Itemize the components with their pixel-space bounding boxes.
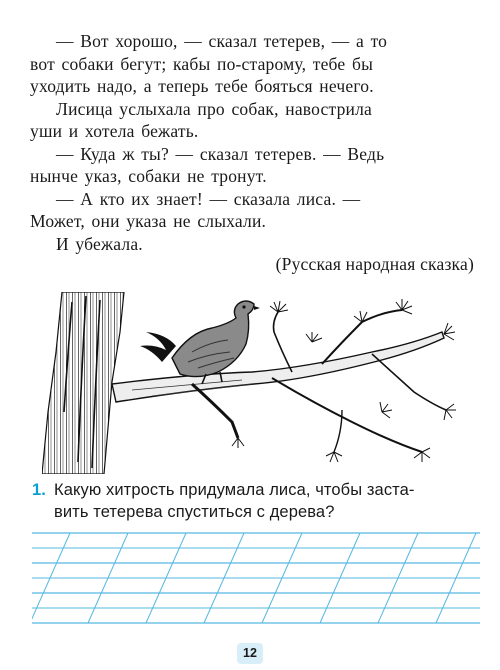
story-line: Может, они указа не слыхали. (30, 211, 267, 231)
copybook-writing-lines[interactable] (32, 527, 480, 635)
story-line: — Вот хорошо, — сказал тетерев, — а то (56, 31, 388, 51)
black-grouse-on-branch-illustration (42, 292, 462, 474)
exercise-question (32, 479, 478, 523)
tree-trunk (42, 292, 124, 474)
story-line: — А кто их знает! — сказала лиса. — (56, 188, 361, 209)
story-line: вот собаки бегут; кабы по-старому, тебе бы (30, 53, 374, 74)
story-line: уходить надо, а теперь тебе бояться нечего. (30, 76, 374, 96)
story-line: Лисица услыхала про собак, навострила (56, 98, 372, 119)
exercise-text-line-1: Какую хитрость придумала лиса, чтобы заста- (54, 481, 415, 499)
story-source: (Русская народная сказка) (275, 254, 474, 274)
story-paragraph (30, 233, 478, 256)
story-text (30, 30, 478, 255)
story-paragraph (30, 98, 478, 143)
exercise-text-line-2: вить тетерева спуститься с дерева? (54, 503, 335, 521)
tree-branch (112, 310, 446, 452)
black-grouse-bird (140, 301, 260, 384)
story-line: И убежала. (56, 233, 143, 254)
exercise-number: 1. (32, 481, 46, 499)
story-paragraph (30, 143, 478, 188)
story-line: — Куда ж ты? — сказал тетерев. — Ведь (56, 143, 385, 164)
story-line: нынче указ, собаки не тронут. (30, 166, 267, 186)
page-number: 12 (237, 643, 263, 664)
story-paragraph (30, 188, 478, 233)
story-line: уши и хотела бежать. (30, 121, 199, 141)
story-paragraph (30, 30, 478, 98)
